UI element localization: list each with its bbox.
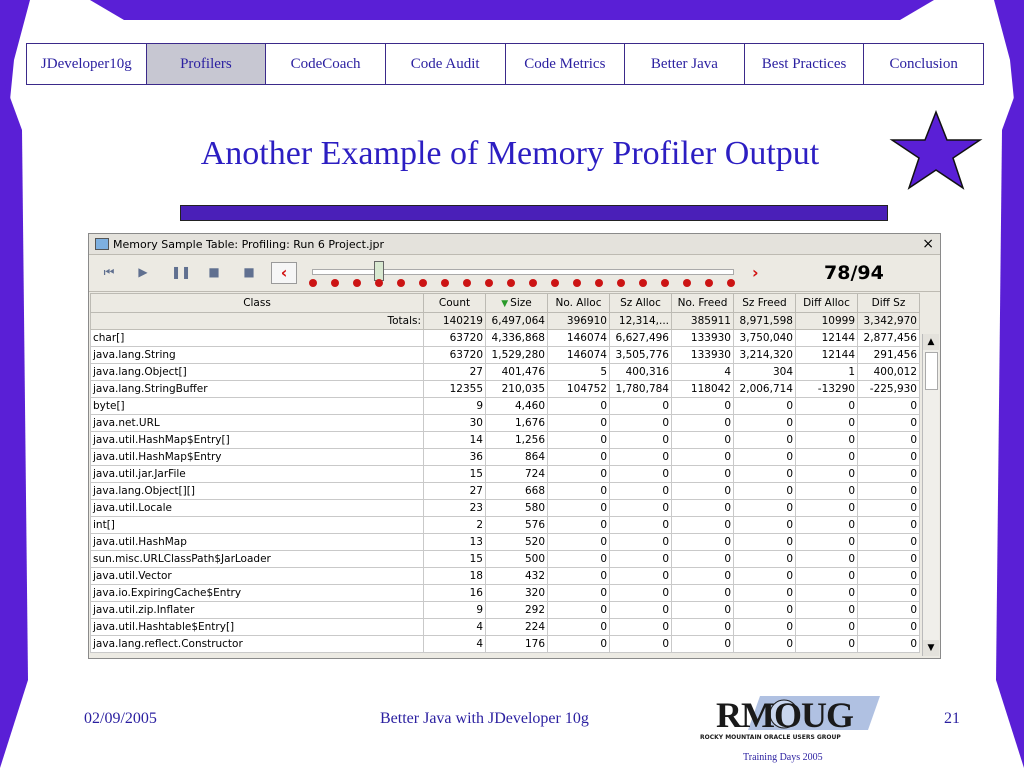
table-scrollbar[interactable] (922, 334, 939, 656)
nav-tab-code-metrics[interactable]: Code Metrics (506, 44, 626, 84)
value-cell: 0 (858, 432, 920, 449)
value-cell: 0 (672, 398, 734, 415)
class-cell: java.util.Hashtable$Entry[] (91, 619, 424, 636)
value-cell: -13290 (796, 381, 858, 398)
value-cell: 9 (424, 602, 486, 619)
value-cell: 0 (796, 585, 858, 602)
sample-dot (353, 279, 361, 287)
column-header[interactable] (858, 294, 920, 313)
value-cell: 0 (858, 619, 920, 636)
value-cell: 0 (610, 483, 672, 500)
value-cell: 0 (548, 432, 610, 449)
column-header-label: No. Freed (677, 297, 728, 309)
value-cell: 0 (672, 551, 734, 568)
nav-tab-better-java[interactable]: Better Java (625, 44, 745, 84)
value-cell: 8,971,598 (734, 313, 796, 330)
window-title: Memory Sample Table: Profiling: Run 6 Project.jpr (113, 237, 385, 251)
top-navigation (26, 43, 984, 85)
value-cell: 0 (858, 517, 920, 534)
table-row[interactable] (91, 636, 920, 653)
value-cell: 0 (734, 483, 796, 500)
column-header-label: Count (438, 297, 471, 309)
sample-counter: 78/94 (824, 262, 884, 284)
memory-sample-window (88, 233, 941, 659)
nav-tab-codecoach[interactable]: CodeCoach (266, 44, 386, 84)
logo-text: RMOUG (716, 695, 853, 735)
column-header-label: Diff Alloc (803, 297, 850, 309)
class-cell: java.util.HashMap$Entry[] (91, 432, 424, 449)
value-cell: 291,456 (858, 347, 920, 364)
value-cell: 1,256 (486, 432, 548, 449)
table-row[interactable] (91, 381, 920, 398)
value-cell: 0 (796, 432, 858, 449)
class-cell: java.util.HashMap$Entry (91, 449, 424, 466)
value-cell: 0 (734, 602, 796, 619)
class-cell: byte[] (91, 398, 424, 415)
class-cell: java.util.jar.JarFile (91, 466, 424, 483)
scroll-up-icon[interactable]: ▲ (923, 334, 939, 350)
nav-tab-profilers[interactable]: Profilers (147, 44, 267, 84)
value-cell: 0 (734, 517, 796, 534)
value-cell: 4 (424, 636, 486, 653)
value-cell: 0 (858, 500, 920, 517)
table-row[interactable] (91, 466, 920, 483)
window-titlebar (89, 234, 940, 255)
value-cell: 400,316 (610, 364, 672, 381)
value-cell: 18 (424, 568, 486, 585)
value-cell: 0 (672, 483, 734, 500)
value-cell: 9 (424, 398, 486, 415)
class-cell: java.util.zip.Inflater (91, 602, 424, 619)
value-cell: 0 (548, 619, 610, 636)
column-header[interactable] (672, 294, 734, 313)
table-header-row (91, 294, 920, 313)
column-header-label: Class (243, 297, 271, 309)
sample-dot (441, 279, 449, 287)
value-cell: 36 (424, 449, 486, 466)
value-cell: 0 (548, 449, 610, 466)
value-cell: 0 (548, 466, 610, 483)
value-cell: 0 (796, 636, 858, 653)
value-cell: 4,460 (486, 398, 548, 415)
value-cell: 0 (734, 500, 796, 517)
table-row[interactable] (91, 449, 920, 466)
scroll-thumb[interactable] (925, 352, 938, 390)
value-cell: 176 (486, 636, 548, 653)
value-cell: 320 (486, 585, 548, 602)
sample-dot (595, 279, 603, 287)
value-cell: 520 (486, 534, 548, 551)
sample-dot (551, 279, 559, 287)
value-cell: 0 (548, 398, 610, 415)
value-cell: 0 (610, 551, 672, 568)
value-cell: 396910 (548, 313, 610, 330)
value-cell: 0 (672, 619, 734, 636)
value-cell: 4,336,868 (486, 330, 548, 347)
value-cell: 0 (858, 585, 920, 602)
table-row[interactable] (91, 619, 920, 636)
value-cell: 104752 (548, 381, 610, 398)
value-cell: 0 (548, 568, 610, 585)
class-cell: java.lang.String (91, 347, 424, 364)
value-cell: 0 (610, 466, 672, 483)
value-cell: 0 (734, 466, 796, 483)
table-row[interactable] (91, 602, 920, 619)
value-cell: 580 (486, 500, 548, 517)
sample-dot (463, 279, 471, 287)
sample-dot (639, 279, 647, 287)
value-cell: 0 (610, 449, 672, 466)
value-cell: 0 (858, 602, 920, 619)
previous-sample-button[interactable]: ‹ (271, 262, 297, 284)
value-cell: 1,676 (486, 415, 548, 432)
value-cell: 0 (548, 551, 610, 568)
value-cell: 0 (858, 415, 920, 432)
footer-title: Better Java with JDeveloper 10g (380, 710, 589, 727)
title-underline-bar (180, 205, 888, 221)
value-cell: 0 (858, 449, 920, 466)
value-cell: 10999 (796, 313, 858, 330)
value-cell: 0 (610, 398, 672, 415)
value-cell: 0 (734, 568, 796, 585)
value-cell: 724 (486, 466, 548, 483)
column-header[interactable] (486, 294, 548, 313)
sample-dot (309, 279, 317, 287)
value-cell: 1,780,784 (610, 381, 672, 398)
value-cell: 210,035 (486, 381, 548, 398)
value-cell: 0 (796, 551, 858, 568)
table-row[interactable] (91, 500, 920, 517)
value-cell: 12144 (796, 330, 858, 347)
stop-icon[interactable]: ■ (243, 265, 255, 279)
memory-table (90, 293, 920, 653)
rmoug-logo (700, 690, 890, 750)
value-cell: 0 (610, 636, 672, 653)
value-cell: 0 (548, 483, 610, 500)
column-header-label: Size (510, 297, 532, 309)
value-cell: 0 (672, 602, 734, 619)
value-cell: 0 (548, 534, 610, 551)
value-cell: 0 (858, 466, 920, 483)
column-header[interactable] (796, 294, 858, 313)
value-cell: 0 (734, 432, 796, 449)
nav-tab-code-audit[interactable]: Code Audit (386, 44, 506, 84)
value-cell: 6,497,064 (486, 313, 548, 330)
column-header[interactable] (91, 294, 424, 313)
table-row[interactable] (91, 330, 920, 347)
value-cell: 432 (486, 568, 548, 585)
value-cell: 12144 (796, 347, 858, 364)
value-cell: 5 (548, 364, 610, 381)
value-cell: 2 (424, 517, 486, 534)
table-row[interactable] (91, 568, 920, 585)
value-cell: 3,214,320 (734, 347, 796, 364)
value-cell: 0 (796, 466, 858, 483)
table-row[interactable] (91, 364, 920, 381)
class-cell: java.lang.reflect.Constructor (91, 636, 424, 653)
value-cell: 63720 (424, 347, 486, 364)
table-row[interactable] (91, 398, 920, 415)
value-cell: 15 (424, 551, 486, 568)
value-cell: 0 (734, 619, 796, 636)
column-header[interactable] (548, 294, 610, 313)
sample-dot (331, 279, 339, 287)
class-cell: int[] (91, 517, 424, 534)
value-cell: 27 (424, 483, 486, 500)
value-cell: 401,476 (486, 364, 548, 381)
page-number: 21 (944, 710, 960, 727)
sample-dot (617, 279, 625, 287)
sample-dot (529, 279, 537, 287)
value-cell: 12355 (424, 381, 486, 398)
nav-tab-conclusion[interactable]: Conclusion (889, 55, 958, 72)
class-cell: sun.misc.URLClassPath$JarLoader (91, 551, 424, 568)
value-cell: 0 (734, 551, 796, 568)
sample-dot (397, 279, 405, 287)
sample-dot (485, 279, 493, 287)
column-header-label: No. Alloc (555, 297, 602, 309)
table-row[interactable] (91, 347, 920, 364)
value-cell: 400,012 (858, 364, 920, 381)
class-cell: java.lang.Object[][] (91, 483, 424, 500)
value-cell: 2,877,456 (858, 330, 920, 347)
value-cell: -225,930 (858, 381, 920, 398)
column-header-label: Diff Sz (871, 297, 906, 309)
logo-subtext: ROCKY MOUNTAIN ORACLE USERS GROUP (700, 734, 841, 741)
value-cell: 224 (486, 619, 548, 636)
class-cell: java.util.HashMap (91, 534, 424, 551)
value-cell: 0 (548, 415, 610, 432)
sort-desc-icon: ▼ (501, 299, 509, 309)
sample-dot (727, 279, 735, 287)
value-cell: 0 (796, 534, 858, 551)
value-cell: 0 (672, 636, 734, 653)
table-row[interactable] (91, 534, 920, 551)
value-cell: 0 (858, 568, 920, 585)
value-cell: 13 (424, 534, 486, 551)
value-cell: 0 (548, 585, 610, 602)
window-icon (95, 238, 109, 250)
value-cell: 0 (796, 517, 858, 534)
value-cell: 27 (424, 364, 486, 381)
value-cell: 0 (858, 398, 920, 415)
value-cell: 0 (672, 415, 734, 432)
sample-dot (507, 279, 515, 287)
class-cell: java.lang.Object[] (91, 364, 424, 381)
value-cell: 140219 (424, 313, 486, 330)
value-cell: 146074 (548, 347, 610, 364)
table-row[interactable] (91, 517, 920, 534)
value-cell: 0 (796, 602, 858, 619)
class-cell: java.util.Locale (91, 500, 424, 517)
value-cell: 0 (610, 432, 672, 449)
value-cell: 304 (734, 364, 796, 381)
column-header[interactable] (610, 294, 672, 313)
value-cell: 12,314,... (610, 313, 672, 330)
value-cell: 3,342,970 (858, 313, 920, 330)
star-icon (888, 110, 984, 190)
pause-icon[interactable]: ❚❚ (171, 265, 192, 279)
value-cell: 500 (486, 551, 548, 568)
sample-dot (705, 279, 713, 287)
table-row[interactable] (91, 483, 920, 500)
class-cell: char[] (91, 330, 424, 347)
value-cell: 0 (610, 568, 672, 585)
column-header-label: Sz Alloc (620, 297, 661, 309)
value-cell: 15 (424, 466, 486, 483)
value-cell: 6,627,496 (610, 330, 672, 347)
table-row[interactable] (91, 432, 920, 449)
value-cell: 16 (424, 585, 486, 602)
value-cell: 1,529,280 (486, 347, 548, 364)
value-cell: 0 (796, 500, 858, 517)
next-sample-button[interactable]: › (752, 263, 759, 282)
value-cell: 0 (548, 636, 610, 653)
slide-title: Another Example of Memory Profiler Output (200, 135, 820, 172)
sample-dot (573, 279, 581, 287)
sample-slider-thumb[interactable] (374, 261, 384, 281)
value-cell: 0 (610, 585, 672, 602)
totals-row[interactable] (91, 313, 920, 330)
value-cell: 4 (672, 364, 734, 381)
value-cell: 0 (610, 619, 672, 636)
value-cell: 0 (672, 500, 734, 517)
column-header[interactable] (424, 294, 486, 313)
value-cell: 3,505,776 (610, 347, 672, 364)
sample-dot (375, 279, 383, 287)
value-cell: 0 (858, 483, 920, 500)
value-cell: 0 (858, 636, 920, 653)
value-cell: 0 (548, 500, 610, 517)
value-cell: 0 (858, 534, 920, 551)
play-icon[interactable]: ▶ (138, 265, 148, 279)
class-cell: Totals: (91, 313, 424, 330)
value-cell: 0 (672, 517, 734, 534)
value-cell: 63720 (424, 330, 486, 347)
value-cell: 0 (610, 517, 672, 534)
value-cell: 864 (486, 449, 548, 466)
first-sample-icon[interactable]: ⏮ (103, 265, 115, 279)
value-cell: 0 (796, 449, 858, 466)
value-cell: 385911 (672, 313, 734, 330)
table-row[interactable] (91, 585, 920, 602)
value-cell: 133930 (672, 330, 734, 347)
close-icon[interactable]: × (922, 236, 934, 252)
value-cell: 0 (796, 483, 858, 500)
value-cell: 0 (548, 517, 610, 534)
value-cell: 0 (734, 415, 796, 432)
value-cell: 0 (672, 534, 734, 551)
value-cell: 14 (424, 432, 486, 449)
sample-dot (683, 279, 691, 287)
value-cell: 133930 (672, 347, 734, 364)
value-cell: 0 (796, 619, 858, 636)
value-cell: 3,750,040 (734, 330, 796, 347)
value-cell: 0 (734, 398, 796, 415)
value-cell: 0 (734, 449, 796, 466)
value-cell: 0 (672, 466, 734, 483)
column-header[interactable] (734, 294, 796, 313)
scroll-down-icon[interactable]: ▼ (923, 640, 939, 656)
sample-dot (661, 279, 669, 287)
class-cell: java.io.ExpiringCache$Entry (91, 585, 424, 602)
class-cell: java.util.Vector (91, 568, 424, 585)
value-cell: 146074 (548, 330, 610, 347)
training-days-label: Training Days 2005 (743, 752, 823, 763)
value-cell: 668 (486, 483, 548, 500)
value-cell: 0 (796, 398, 858, 415)
table-row[interactable] (91, 551, 920, 568)
value-cell: 0 (796, 568, 858, 585)
value-cell: 0 (672, 432, 734, 449)
value-cell: 0 (672, 449, 734, 466)
value-cell: 0 (610, 415, 672, 432)
value-cell: 576 (486, 517, 548, 534)
value-cell: 0 (672, 585, 734, 602)
sample-markers (309, 279, 739, 289)
value-cell: 23 (424, 500, 486, 517)
class-cell: java.net.URL (91, 415, 424, 432)
value-cell: 0 (734, 585, 796, 602)
sample-dot (419, 279, 427, 287)
value-cell: 0 (858, 551, 920, 568)
value-cell: 2,006,714 (734, 381, 796, 398)
value-cell: 292 (486, 602, 548, 619)
value-cell: 4 (424, 619, 486, 636)
value-cell: 1 (796, 364, 858, 381)
footer-date: 02/09/2005 (84, 710, 157, 727)
value-cell: 118042 (672, 381, 734, 398)
class-cell: java.lang.StringBuffer (91, 381, 424, 398)
playback-toolbar (89, 255, 940, 292)
value-cell: 0 (548, 602, 610, 619)
camera-icon[interactable]: ■ (208, 265, 220, 279)
value-cell: 0 (734, 534, 796, 551)
value-cell: 0 (610, 602, 672, 619)
value-cell: 0 (610, 500, 672, 517)
value-cell: 30 (424, 415, 486, 432)
value-cell: 0 (610, 534, 672, 551)
value-cell: 0 (796, 415, 858, 432)
nav-tab-best-practices[interactable]: Best Practices (745, 44, 865, 84)
nav-tab-jdeveloper10g[interactable]: JDeveloper10g (27, 44, 147, 84)
value-cell: 0 (672, 568, 734, 585)
value-cell: 0 (734, 636, 796, 653)
table-row[interactable] (91, 415, 920, 432)
column-header-label: Sz Freed (742, 297, 787, 309)
